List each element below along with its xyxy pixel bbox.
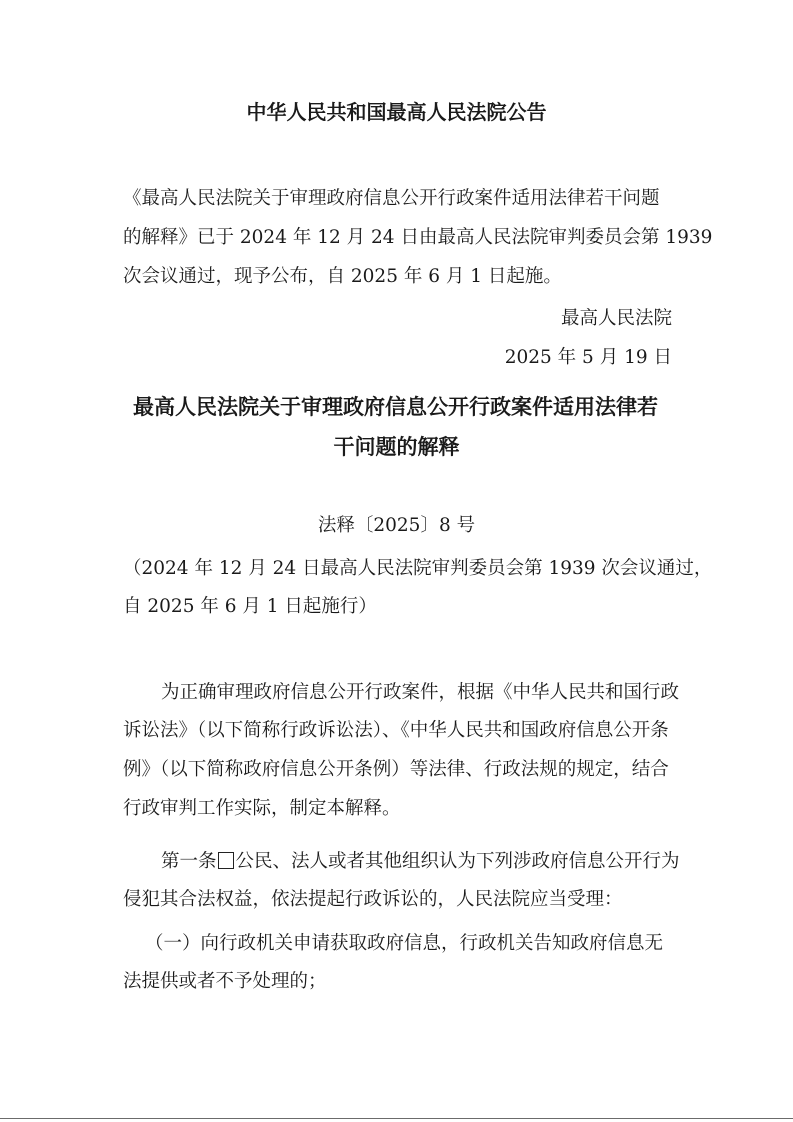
announcement-title: 中华人民共和国最高人民法院公告 [246,100,547,124]
page-bottom-divider [0,1118,793,1119]
document-number: 法释〔2025〕8 号 [317,515,476,536]
preamble-line-3: 例》（以下简称政府信息公开条例）等法律、行政法规的规定，结合 [123,759,669,780]
article-1-line-2: 侵犯其合法权益，依法提起行政诉讼的，人民法院应当受理： [123,889,623,910]
announcement-body-line-1: 《最高人民法院关于审理政府信息公开行政案件适用法律若干问题 [123,188,660,209]
article-1-item-1-line-2: 法提供或者不予处理的； [123,971,327,992]
article-1-item-1-line-1: （一）向行政机关申请获取政府信息，行政机关告知政府信息无 [145,933,664,954]
article-1-text: 公民、法人或者其他组织认为下列涉政府信息公开行为 [235,851,680,872]
adoption-note-line-2: 自 2025 年 6 月 1 日起施行） [123,596,377,617]
announcement-body-line-3: 次会议通过，现予公布，自 2025 年 6 月 1 日起施。 [123,266,562,287]
preamble-line-1: 为正确审理政府信息公开行政案件，根据《中华人民共和国行政 [161,682,680,703]
article-1-line-1 [161,852,680,872]
announcement-issuer: 最高人民法院 [560,308,672,329]
preamble-line-2: 诉讼法》（以下简称行政诉讼法）、《中华人民共和国政府信息公开条 [123,720,669,741]
interpretation-title-line-1: 最高人民法院关于审理政府信息公开行政案件适用法律若 [133,394,658,419]
interpretation-title-line-2: 干问题的解释 [333,434,460,459]
announcement-body-line-2: 的解释》已于 2024 年 12 月 24 日由最高人民法院审判委员会第 1939 [123,227,713,248]
announcement-date: 2025 年 5 月 19 日 [504,347,672,368]
preamble-line-4: 行政审判工作实际，制定本解释。 [123,798,401,819]
article-1-heading: 第一条 [161,851,217,872]
missing-glyph-box-icon [218,852,234,869]
adoption-note-line-1: （2024 年 12 月 24 日最高人民法院审判委员会第 1939 次会议通过， [123,558,713,579]
